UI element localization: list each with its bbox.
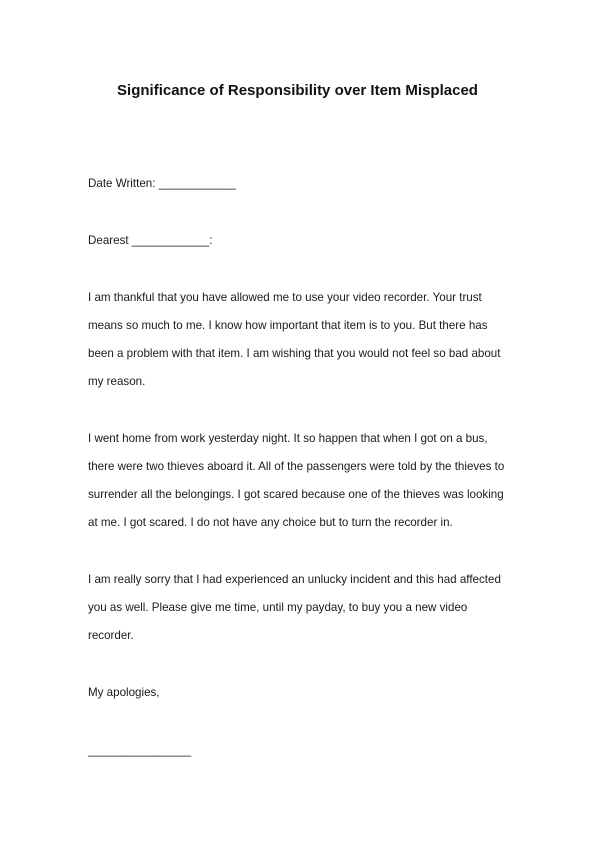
paragraph-line: surrender all the belongings. I got scared because one of the thieves was looking — [88, 488, 504, 501]
document-title: Significance of Responsibility over Item Misplaced — [117, 82, 478, 99]
signature-line: ________________ — [88, 744, 192, 757]
paragraph-line: means so much to me. I know how important that item is to you. But there has — [88, 319, 488, 332]
paragraph-line: my reason. — [88, 375, 146, 388]
paragraph-line: I went home from work yesterday night. It so happen that when I got on a bus, — [88, 432, 488, 445]
salutation-line: Dearest ____________: — [88, 234, 213, 247]
closing-line: My apologies, — [88, 686, 160, 699]
paragraph-line: at me. I got scared. I do not have any choice but to turn the recorder in. — [88, 516, 453, 529]
paragraph-line: recorder. — [88, 629, 134, 642]
paragraph-line: I am thankful that you have allowed me to use your video recorder. Your trust — [88, 291, 482, 304]
paragraph-line: I am really sorry that I had experienced an unlucky incident and this had affected — [88, 573, 501, 586]
paragraph-line: there were two thieves aboard it. All of the passengers were told by the thieves to — [88, 460, 505, 473]
paragraph-line: been a problem with that item. I am wishing that you would not feel so bad about — [88, 347, 501, 360]
paragraph-line: you as well. Please give me time, until my payday, to buy you a new video — [88, 601, 468, 614]
date-written-line: Date Written: ____________ — [88, 177, 237, 190]
